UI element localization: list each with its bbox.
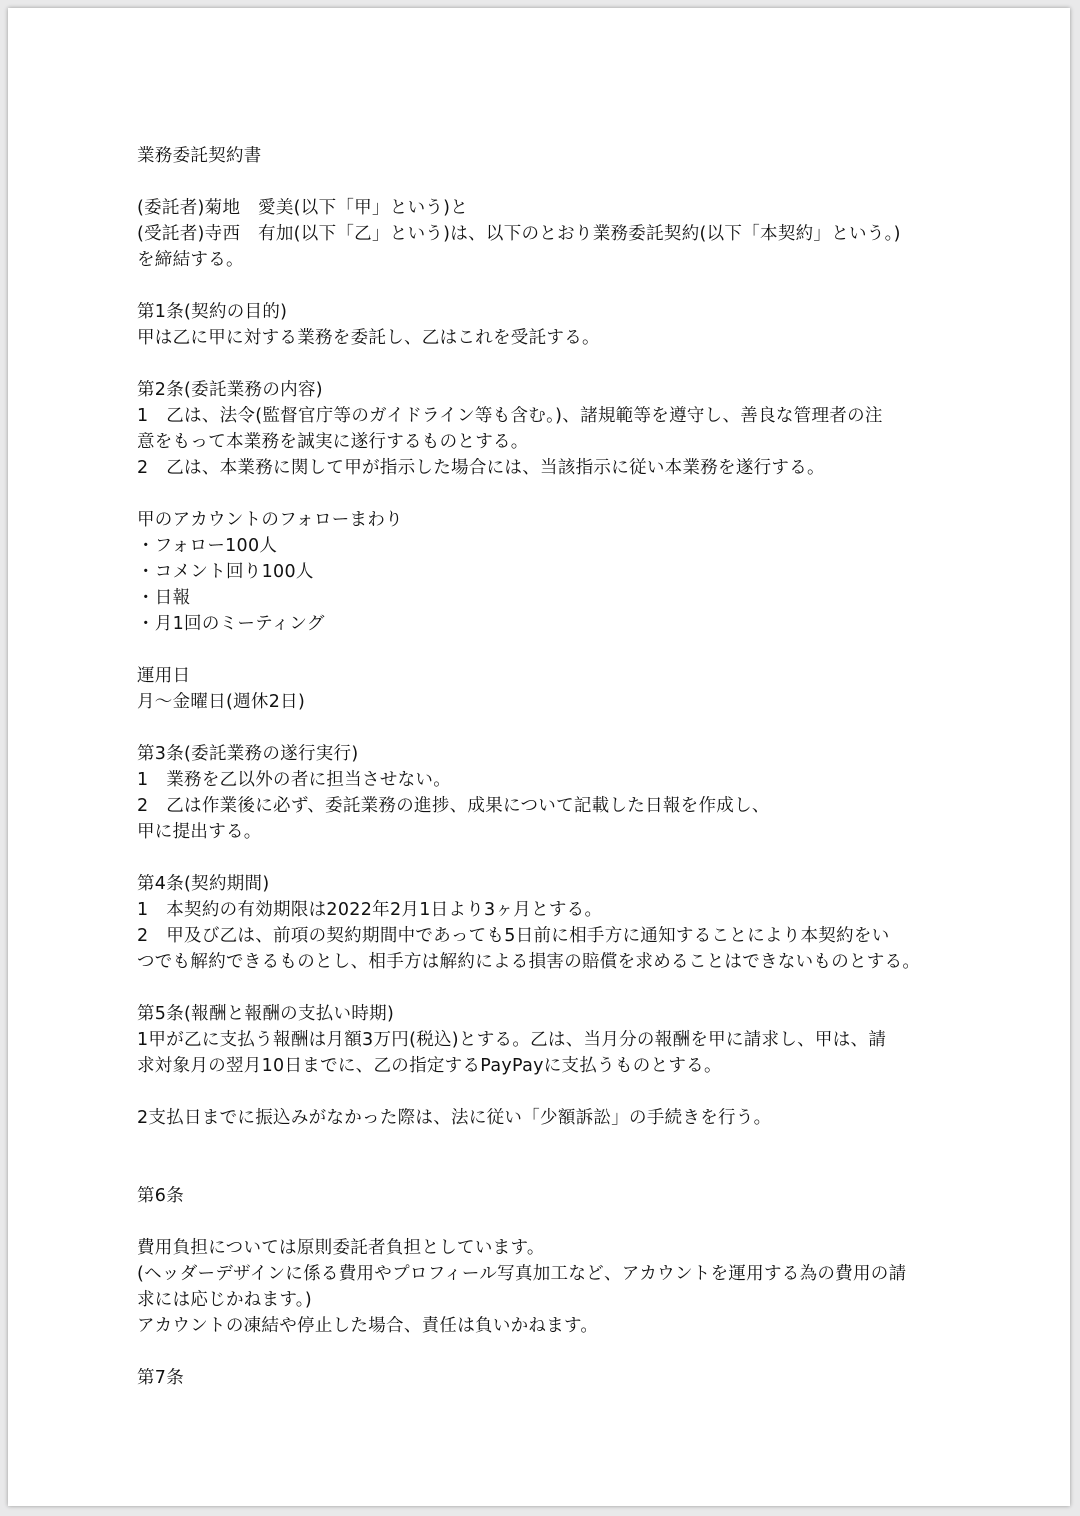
task-item: ・月1回のミーティング — [137, 614, 325, 634]
article-6-line-3: 求には応じかねます。) — [137, 1290, 312, 1310]
article-6-line-2: (ヘッダーデザインに係る費用やプロフィール写真加工など、アカウントを運用する為の費用の請 — [137, 1264, 907, 1284]
task-item: ・日報 — [137, 588, 191, 608]
tasks-heading: 甲のアカウントのフォローまわり — [137, 510, 403, 530]
article-6-heading: 第6条 — [137, 1186, 185, 1206]
article-6-line-4: アカウントの凍結や停止した場合、責任は負いかねます。 — [137, 1316, 599, 1336]
document-title: 業務委託契約書 — [137, 146, 262, 166]
parties-line-3: を締結する。 — [137, 250, 244, 270]
schedule-text: 月～金曜日(週休2日) — [137, 692, 306, 712]
article-4-p2a: 2 甲及び乙は、前項の契約期間中であっても5日前に相手方に通知することにより本契約をい — [137, 926, 890, 946]
article-1-heading: 第1条(契約の目的) — [137, 302, 288, 322]
article-3-p1: 1 業務を乙以外の者に担当させない。 — [137, 770, 452, 790]
article-1-text: 甲は乙に甲に対する業務を委託し、乙はこれを受託する。 — [137, 328, 600, 348]
document-page — [8, 8, 1070, 1506]
article-2-p2: 2 乙は、本業務に関して甲が指示した場合には、当該指示に従い本業務を遂行する。 — [137, 458, 825, 478]
article-2-heading: 第2条(委託業務の内容) — [137, 380, 323, 400]
task-item: ・フォロー100人 — [137, 536, 278, 556]
article-2-p1b: 意をもって本業務を誠実に遂行するものとする。 — [137, 432, 529, 452]
article-5-p2: 2支払日までに振込みがなかった際は、法に従い「少額訴訟」の手続きを行う。 — [137, 1108, 772, 1128]
task-item: ・コメント回り100人 — [137, 562, 314, 582]
schedule-heading: 運用日 — [137, 666, 191, 686]
article-4-p2b: つでも解約できるものとし、相手方は解約による損害の賠償を求めることはできないものとする。 — [137, 952, 921, 972]
article-5-p1b: 求対象月の翌月10日までに、乙の指定するPayPayに支払うものとする。 — [137, 1056, 722, 1076]
document-body — [137, 143, 957, 1391]
article-5-p1a: 1甲が乙に支払う報酬は月額3万円(税込)とする。乙は、当月分の報酬を甲に請求し、甲は、請 — [137, 1030, 887, 1050]
article-3-p2a: 2 乙は作業後に必ず、委託業務の進捗、成果について記載した日報を作成し、 — [137, 796, 770, 816]
article-3-heading: 第3条(委託業務の遂行実行) — [137, 744, 359, 764]
article-4-p1: 1 本契約の有効期限は2022年2月1日より3ヶ月とする。 — [137, 900, 603, 920]
article-5-heading: 第5条(報酬と報酬の支払い時期) — [137, 1004, 395, 1024]
article-2-p1a: 1 乙は、法令(監督官庁等のガイドライン等も含む。)、諸規範等を遵守し、善良な管理者の注 — [137, 406, 883, 426]
article-7-heading: 第7条 — [137, 1368, 185, 1388]
parties-line-2: (受託者)寺西 有加(以下「乙」という)は、以下のとおり業務委託契約(以下「本契約」という。) — [137, 224, 901, 244]
article-4-heading: 第4条(契約期間) — [137, 874, 270, 894]
article-6-line-1: 費用負担については原則委託者負担としています。 — [137, 1238, 545, 1258]
article-3-p2b: 甲に提出する。 — [137, 822, 262, 842]
parties-line-1: (委託者)菊地 愛美(以下「甲」という)と — [137, 198, 469, 218]
